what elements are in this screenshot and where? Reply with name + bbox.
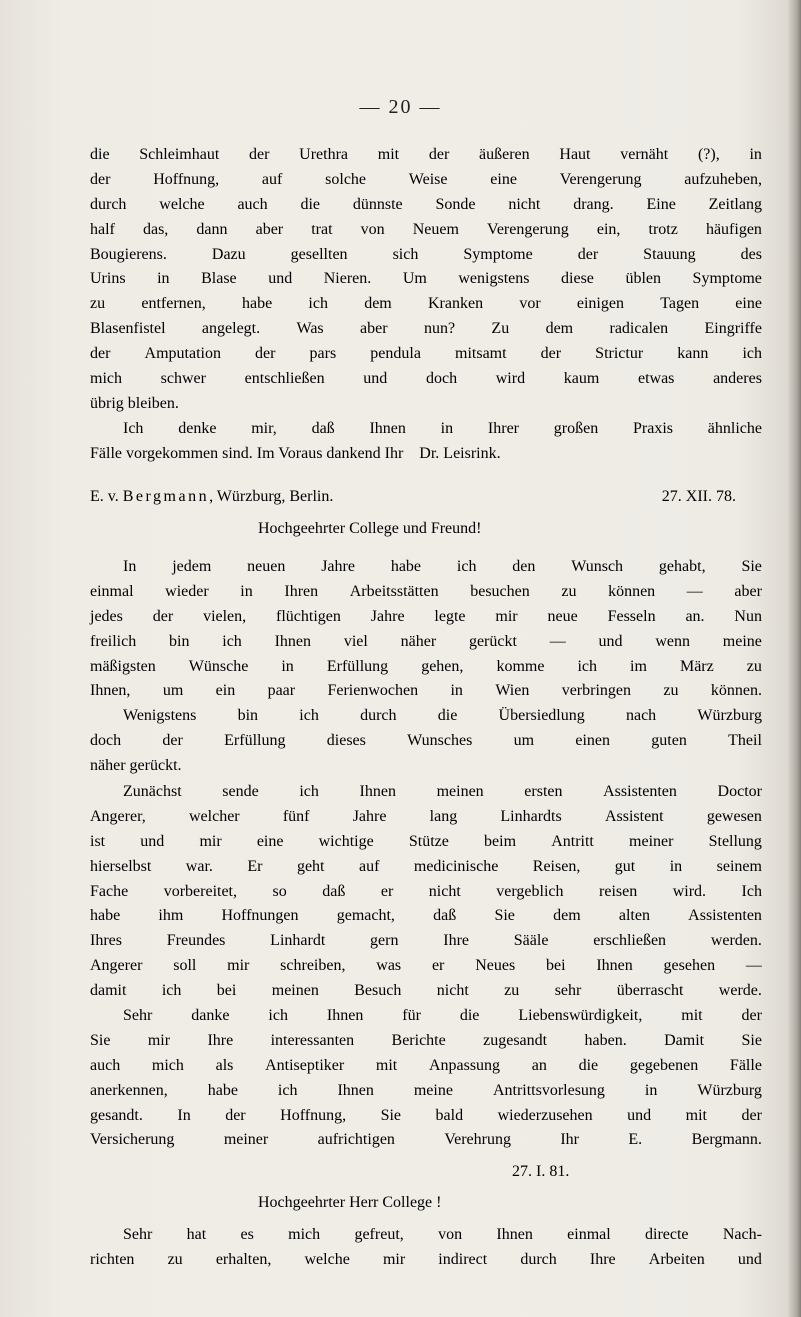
paragraph-letter2 (90, 1226, 762, 1276)
text-line: ist und mir eine wichtige Stütze beim Antritt meiner Stellung (90, 832, 762, 850)
text-line: anerkennen, habe ich Ihnen meine Antrittsvorlesung in Würzburg (90, 1081, 762, 1099)
text-line: Ich denke mir, daß Ihnen in Ihrer großen Praxis ähnliche (123, 420, 762, 437)
text-line: In jedem neuen Jahre habe ich den Wunsch gehabt, Sie (123, 558, 762, 575)
paragraph-bergmann-1 (90, 558, 762, 782)
text-line: habe ihm Hoffnungen gemacht, daß Sie dem alten Assistenten (90, 907, 762, 925)
letter-header-bergmann (90, 488, 736, 513)
text-line: richten zu erhalten, welche mir indirect durch Ihre Arbeiten und (90, 1250, 762, 1268)
text-line: Ihnen, um ein paar Ferienwochen in Wien verbringen zu können. (90, 682, 762, 700)
text-line: Sehr hat es mich gefreut, von Ihnen einmal directe Nach- (123, 1226, 762, 1243)
paragraph-bergmann-2 (90, 783, 762, 1007)
letter-salutation (258, 520, 658, 545)
text-line: gesandt. In der Hoffnung, Sie bald wiederzusehen und mit der (90, 1106, 762, 1124)
letter-sender (90, 488, 333, 513)
text-line: mäßigsten Wünsche in Erfüllung gehen, komme ich im März zu (90, 657, 762, 675)
text-line: näher gerückt. (90, 757, 182, 775)
text-line: Zunächst sende ich Ihnen meinen ersten Assistenten Doctor (123, 783, 762, 800)
text-line: einmal wieder in Ihren Arbeitsstätten besuchen zu können — aber (90, 582, 762, 600)
text-line: Bougierens. Dazu gesellten sich Symptome der Stauung des (90, 245, 762, 263)
paragraph-bergmann-3 (90, 1007, 762, 1156)
text-line: doch der Erfüllung dieses Wunsches um einen guten Theil (90, 732, 762, 750)
letter-date-2 (512, 1163, 712, 1188)
text-line: auch mich als Antiseptiker mit Anpassung an die gegebenen Fälle (90, 1056, 762, 1074)
letter-date: 27. XII. 78. (661, 488, 736, 505)
text-line: mich schwer entschließen und doch wird kaum etwas anderes (90, 370, 762, 388)
text-line: half das, dann aber trat von Neuem Verengerung ein, trotz häufigen (90, 220, 762, 238)
text-line: zu entfernen, habe ich dem Kranken vor einigen Tagen eine (90, 295, 762, 313)
salutation-text: Hochgeehrter Herr College ! (258, 1194, 442, 1211)
sender-prefix: E. v. (90, 488, 123, 505)
text-line: damit ich bei meinen Besuch nicht zu sehr überrascht werde. (90, 982, 762, 1000)
sender-place: , Würzburg, Berlin. (209, 488, 334, 505)
date-text: 27. I. 81. (512, 1163, 570, 1180)
text-line: übrig bleiben. (90, 394, 179, 412)
text-line: hierselbst war. Er geht auf medicinische Reisen, gut in seinem (90, 857, 762, 875)
text-line: die Schleimhaut der Urethra mit der äußeren Haut vernäht (?), in (90, 146, 762, 163)
page-number: — 20 — (359, 96, 442, 118)
text-line: der Amputation der pars pendula mitsamt der Strictur kann ich (90, 345, 762, 363)
text-line: der Hoffnung, auf solche Weise eine Verengerung aufzuheben, (90, 170, 762, 188)
text-line: Sie mir Ihre interessanten Berichte zugesandt haben. Damit Sie (90, 1031, 762, 1049)
text-line: Ihres Freundes Linhardt gern Ihre Sääle erschließen werden. (90, 932, 762, 950)
paragraph-leisrink-continuation (90, 146, 762, 420)
text-line: freilich bin ich Ihnen viel näher gerückt — und wenn meine (90, 632, 762, 650)
salutation-text: Hochgeehrter College und Freund! (258, 520, 482, 537)
text-line: Wenigstens bin ich durch die Übersiedlung nach Würzburg (123, 707, 762, 725)
text-line: Angerer, welcher fünf Jahre lang Linhardts Assistent gewesen (90, 807, 762, 825)
text-line: durch welche auch die dünnste Sonde nicht drang. Eine Zeitlang (90, 195, 762, 213)
sender-name: Bergmann (122, 488, 210, 505)
page-edge-shadow (787, 0, 801, 1317)
paragraph-leisrink-closing (90, 420, 762, 470)
text-line: Angerer soll mir schreiben, was er Neues bei Ihnen gesehen — (90, 957, 762, 975)
text-line: Versicherung meiner aufrichtigen Verehrung Ihr E. Bergmann. (90, 1131, 762, 1149)
letter-salutation-2 (258, 1194, 658, 1219)
text-line: Blasenfistel angelegt. Was aber nun? Zu dem radicalen Eingriffe (90, 320, 762, 338)
signature-line: Fälle vorgekommen sind. Im Voraus dankend Ihr Dr. Leisrink. (90, 444, 501, 462)
text-line: Urins in Blase und Nieren. Um wenigstens diese üblen Symptome (90, 270, 762, 288)
text-line: jedes der vielen, flüchtigen Jahre legte mir neue Fesseln an. Nun (90, 607, 762, 625)
text-line: Fache vorbereitet, so daß er nicht vergeblich reisen wird. Ich (90, 882, 762, 900)
text-line: Sehr danke ich Ihnen für die Liebenswürdigkeit, mit der (123, 1007, 762, 1024)
